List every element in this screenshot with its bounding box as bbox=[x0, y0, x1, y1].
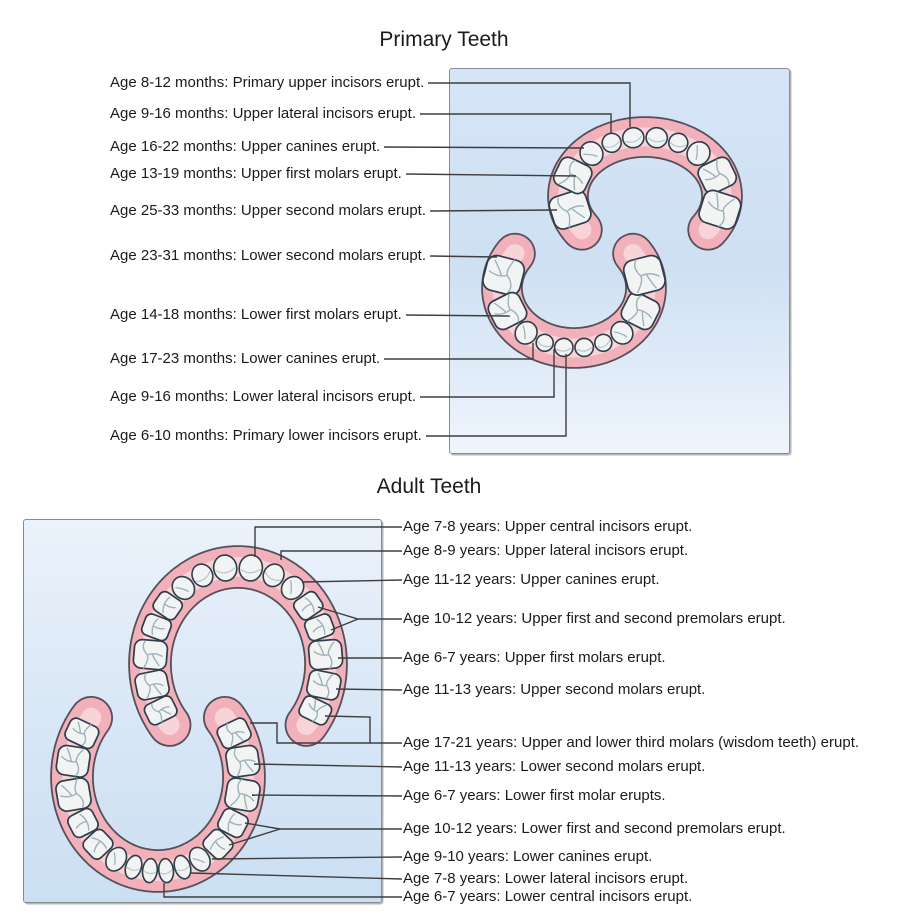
adult-eruption-label-8: Age 6-7 years: Lower first molar erupts. bbox=[403, 787, 666, 805]
primary-teeth-panel bbox=[449, 68, 790, 454]
primary-eruption-label-3: Age 13-19 months: Upper first molars erupt. bbox=[110, 165, 402, 183]
primary-eruption-label-1: Age 9-16 months: Upper lateral incisors erupt. bbox=[110, 105, 416, 123]
adult-eruption-label-11: Age 7-8 years: Lower lateral incisors erupt. bbox=[403, 870, 689, 888]
adult-eruption-label-7: Age 11-13 years: Lower second molars erupt. bbox=[403, 758, 706, 776]
adult-eruption-label-12: Age 6-7 years: Lower central incisors erupt. bbox=[403, 888, 693, 906]
adult-teeth-panel bbox=[23, 519, 382, 903]
adult-eruption-label-9: Age 10-12 years: Lower first and second premolars erupt. bbox=[403, 820, 786, 838]
adult-eruption-label-10: Age 9-10 years: Lower canines erupt. bbox=[403, 848, 653, 866]
adult-eruption-label-2: Age 11-12 years: Upper canines erupt. bbox=[403, 571, 660, 589]
adult-eruption-label-6: Age 17-21 years: Upper and lower third molars (wisdom teeth) erupt. bbox=[403, 734, 860, 752]
adult-eruption-label-0: Age 7-8 years: Upper central incisors erupt. bbox=[403, 518, 693, 536]
primary-eruption-label-9: Age 6-10 months: Primary lower incisors erupt. bbox=[110, 427, 422, 445]
adult-eruption-label-5: Age 11-13 years: Upper second molars erupt. bbox=[403, 681, 706, 699]
adult-eruption-label-4: Age 6-7 years: Upper first molars erupt. bbox=[403, 649, 666, 667]
adult-eruption-label-3: Age 10-12 years: Upper first and second premolars erupt. bbox=[403, 610, 786, 628]
primary-eruption-label-8: Age 9-16 months: Lower lateral incisors erupt. bbox=[110, 388, 416, 406]
primary-eruption-label-4: Age 25-33 months: Upper second molars erupt. bbox=[110, 202, 427, 220]
adult-eruption-label-1: Age 8-9 years: Upper lateral incisors erupt. bbox=[403, 542, 689, 560]
primary-teeth-title: Primary Teeth bbox=[379, 28, 509, 51]
primary-eruption-label-7: Age 17-23 months: Lower canines erupt. bbox=[110, 350, 381, 368]
primary-eruption-label-5: Age 23-31 months: Lower second molars erupt. bbox=[110, 247, 427, 265]
adult-teeth-title: Adult Teeth bbox=[376, 475, 482, 498]
primary-eruption-label-6: Age 14-18 months: Lower first molars erupt. bbox=[110, 306, 402, 324]
primary-eruption-label-2: Age 16-22 months: Upper canines erupt. bbox=[110, 138, 381, 156]
primary-eruption-label-0: Age 8-12 months: Primary upper incisors erupt. bbox=[110, 74, 425, 92]
